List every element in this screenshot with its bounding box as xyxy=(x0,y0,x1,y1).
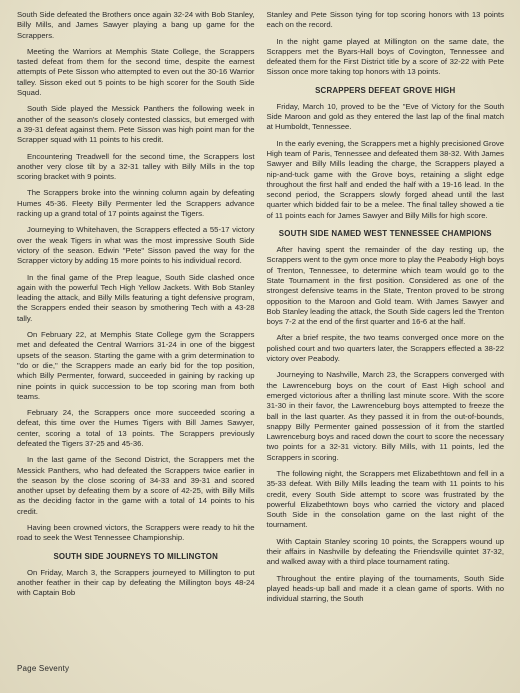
section-heading: SOUTH SIDE NAMED WEST TENNESSEE CHAMPIONS xyxy=(278,229,492,239)
text-columns xyxy=(17,10,504,611)
paragraph: In the night game played at Millington on the same date, the Scrappers met the Byars-Hall boys of Covington, Tennessee and defeated them for the First District title by a score of 32-22 with Pete Sisson once more taking top honors with 13 points. xyxy=(266,36,504,77)
paragraph: In the final game of the Prep league, South Side clashed once again with the powerful Tech High Yellow Jackets. With Bob Stanley leading the attack, and Billy Mills featuring a tight defensive program, the Scrappers ended their season by smothering Tech with a 43-28 tally. xyxy=(17,272,255,323)
paragraph: Having been crowned victors, the Scrappers were ready to hit the road to seek the West Tennessee Championship. xyxy=(17,523,255,543)
paragraph: In the early evening, the Scrappers met a highly precisioned Grove High team of Paris, Tennessee and defeated them 38-32. With James Sawyer and Billy Mills leading the charge, the Scrappers played a nip-and-tuck game with the Grove boys, retaining a slight edge throughout the first half and ended the half with a 19-16 lead. In the second period, the Scrappers slowly forged ahead until the last quarter which bidded fair to be a melee. The final talley showed a tie of 11 points each for James Sawyer and Billy Mills for high score. xyxy=(266,138,504,220)
paragraph: After a brief respite, the two teams converged once more on the polished court and two quarters later, the Scrappers effected a 38-22 victory over Peabody. xyxy=(266,333,504,364)
paragraph: February 24, the Scrappers once more succeeded scoring a defeat, this time over the Humes Tigers with Bill James Sawyer, center, scoring a total of 13 points. The Scrappers previously defeated the Tigers 37-25 and 45-36. xyxy=(17,408,255,448)
paragraph: With Captain Stanley scoring 10 points, the Scrappers wound up their affairs in Nashville by defeating the Friendsville quintet 37-32, and walked away with a third place tournament rating. xyxy=(266,536,504,567)
paragraph: On February 22, at Memphis State College gym the Scrappers met and defeated the Central Warriors 31-24 in one of the biggest upsets of the season. Starting the game with a grim determination to "do or die," the Scrappers made an early bid for the top position, which Billy Permenter, forward, succeeded in gaining by racking up nine points in quick succession to be top scoring man from both teams. xyxy=(17,330,255,401)
section-heading: SOUTH SIDE JOURNEYS TO MILLINGTON xyxy=(53,551,219,561)
paragraph: South Side played the Messick Panthers the following week in another of the season's closely contested classics, but emerged with a 39-31 defeat against them. Pete Sisson was high point man for the Scrapper squad with 11 points to his credit. xyxy=(17,104,255,145)
paragraph: Stanley and Pete Sisson tying for top scoring honors with 13 points each on the record. xyxy=(266,10,504,30)
paragraph: In the last game of the Second District, the Scrappers met the Messick Panthers, who had defeated the Scrappers twice earlier in the season by the close scoring of 34-33 and 39-31 and scored another upset by defeating them by a score of 42-25, with Billy Mills as the deciding factor in the game with a total of 14 points to his credit. xyxy=(17,455,255,516)
left-column xyxy=(17,10,255,611)
paragraph: The Scrappers broke into the winning column again by defeating Humes 45-36. Fleety Billy Permenter led the Scrappers advance racking up a grand total of 17 points against the Tigers. xyxy=(17,188,255,219)
paragraph: Meeting the Warriors at Memphis State College, the Scrappers tasted defeat from them for the second time, despite the earnest attempts of Pete Sisson who attempted to even out the 30-16 Warrior talley. Sisson eked out 5 points to be high scorer for the South Side Squad. xyxy=(17,46,255,98)
paragraph: After having spent the remainder of the day resting up, the Scrappers went to the gym once more to play the Peabody High boys of Trenton, Tennessee, to determine which team would go to the State Tournament in the first position. Considered as one of the strongest defensive teams in the State, Trenton proved to be strong opposition to the Maroon and Gold team. With James Sawyer and Bob Stanley leading the attack, the South Side cagers led the Trenton boys 7-2 at the end of the first quarter and 16-6 at the half. xyxy=(266,245,504,327)
paragraph: South Side defeated the Brothers once again 32-24 with Bob Stanley, Billy Mills, and James Sawyer playing a bang up game for the Scrappers. xyxy=(17,10,255,40)
paragraph: On Friday, March 3, the Scrappers journeyed to Millington to put another feather in their cap by defeating the Millington boys 48-24 with Captain Bob xyxy=(17,567,255,598)
paragraph: The following night, the Scrappers met Elizabethtown and fell in a 35-33 defeat. With Billy Mills leading the team with 11 points to his credit, every South Side attempt to score was frustrated by the powerful Elizabethtown boys who carried the victory and placed South Side in the consolation game on the last night of the tournament. xyxy=(266,468,504,530)
paragraph: Journeying to Nashville, March 23, the Scrappers converged with the Lawrenceburg boys on the court of East High school and emerged victorious after a thrilling last minute score. With the score 31-30 in their favor, the Lawrenceburg boys attempted to freeze the ball in the last quarter. As they passed it in from the out-of-bounds, snappy Billy Permenter gained possession of it from the startled Lawrenceburg boys and raced down the court to score the necessary two points for a 32-31 victory. Billy Mills, with 11 points, led the Scrappers in scoring. xyxy=(266,370,504,462)
section-heading: SCRAPPERS DEFEAT GROVE HIGH xyxy=(315,85,456,95)
page-number: Page Seventy xyxy=(17,664,70,673)
paragraph: Encountering Treadwell for the second time, the Scrappers lost another very close tilt by a 32-31 talley with Billy Mills in the top scoring bracket with 9 points. xyxy=(17,151,255,182)
paragraph: Friday, March 10, proved to be the "Eve of Victory for the South Side Maroon and gold as they entered the last lap of the final match at Humboldt, Tennessee. xyxy=(266,101,504,132)
paragraph: Journeying to Whitehaven, the Scrappers effected a 55-17 victory over the weak Tigers in what was the most impressive South Side victory of the season. Edwin "Pete" Sisson paved the way for the Scrapper victory by adding 15 more points to his individual record. xyxy=(17,225,255,266)
paragraph: Throughout the entire playing of the tournaments, South Side played heads-up ball and made it a clean game of sports. With no individual starring, the South xyxy=(266,573,504,604)
right-column xyxy=(267,10,505,611)
